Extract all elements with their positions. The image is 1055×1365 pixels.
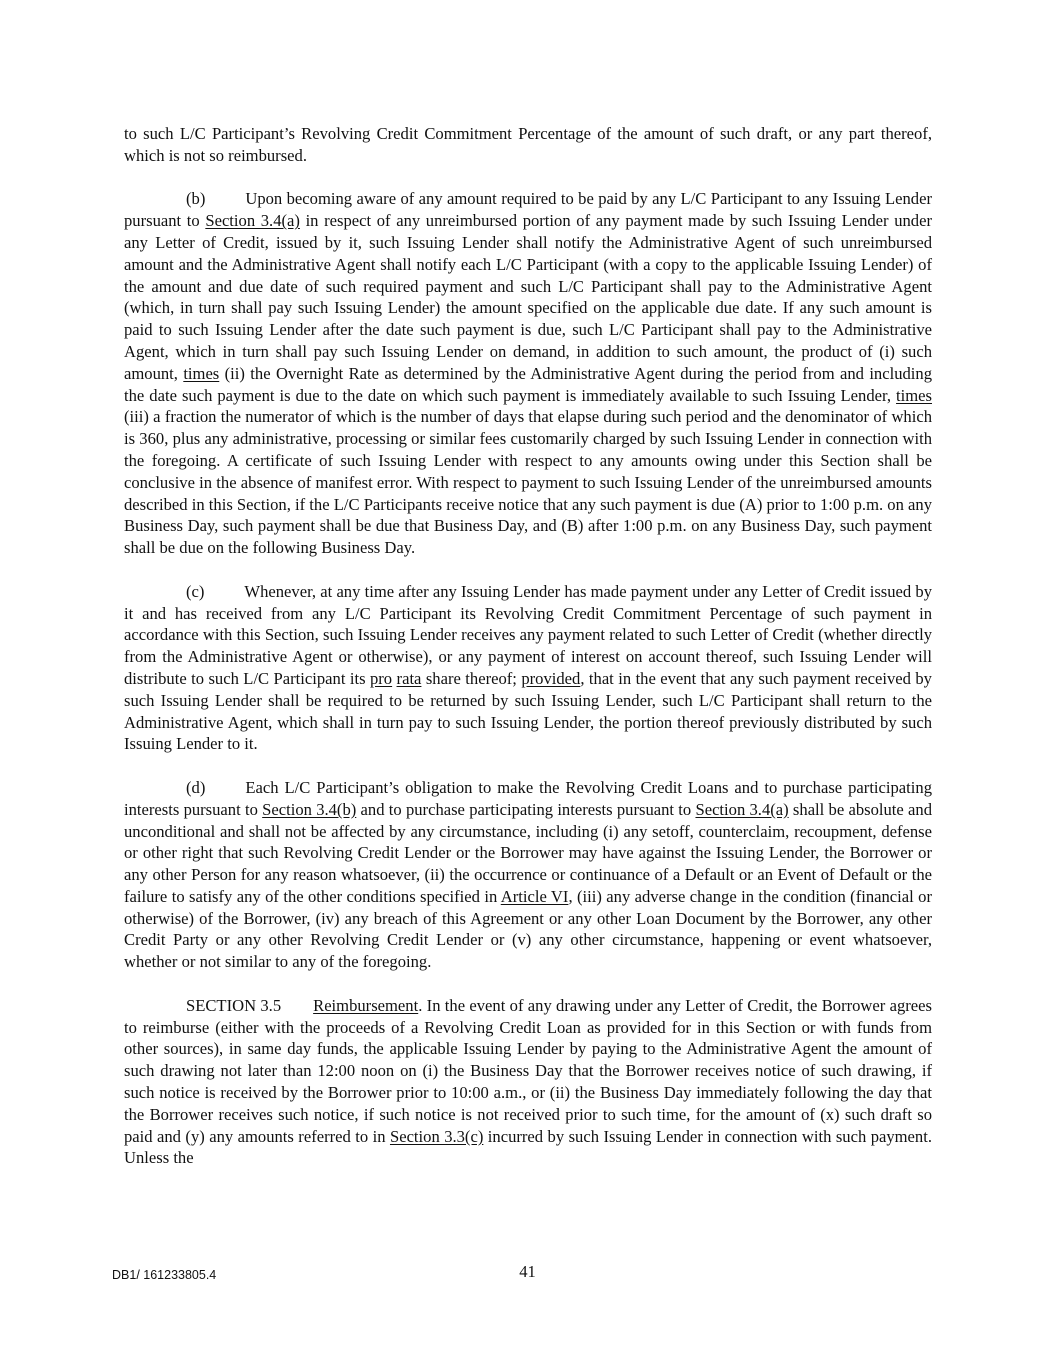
section-reference-link[interactable]: Section 3.4(b): [262, 799, 357, 819]
section-reference-link[interactable]: Section 3.4(a): [695, 799, 789, 819]
paragraph-text: Each L/C Participant’s obligation to make the Revolving Credit Loans and to purchase participating interests pursuant to: [124, 777, 932, 819]
section-label: SECTION 3.5: [186, 995, 282, 1015]
paragraph-text: incurred by such Issuing Lender in connection with such payment. Unless the: [124, 1126, 932, 1168]
paragraph-d: [124, 777, 932, 973]
emphasis-times: times: [896, 385, 932, 405]
page-number: 41: [519, 1262, 536, 1281]
paragraph-text: Upon becoming aware of any amount required to be paid by any L/C Participant to any Issuing Lender pursuant to: [124, 189, 932, 231]
document-body: [124, 123, 932, 1191]
emphasis-provided: provided: [521, 668, 581, 688]
article-reference-link[interactable]: Article VI: [500, 886, 569, 906]
paragraph-text: share thereof;: [421, 668, 522, 688]
paragraph-label: (b): [186, 189, 206, 209]
section-reference-link[interactable]: Section 3.3(c): [389, 1126, 484, 1146]
paragraph-text: to such L/C Participant’s Revolving Credit Commitment Percentage of the amount of such draft, or any part thereof, which is not so reimbursed.: [124, 124, 932, 165]
paragraph-continuation: [124, 123, 932, 167]
paragraph-text: Whenever, at any time after any Issuing Lender has made payment under any Letter of Credit issued by it and has received from any L/C Participant its Revolving Credit Commitment Percentage of such payment in accordance with this Section, such Issuing Lender receives any payment related to such Letter of Credit (whether directly from the Administrative Agent or otherwise), or any payment of interest on account thereof, such Issuing Lender will distribute to such L/C Participant its: [124, 581, 932, 688]
paragraph-label: (d): [186, 777, 206, 797]
paragraph-text: and to purchase participating interests pursuant to: [356, 799, 696, 819]
emphasis-times: times: [183, 363, 220, 383]
paragraph-c: [124, 581, 932, 755]
paragraph-text: shall be absolute and unconditional and shall not be affected by any circumstance, including (i) any setoff, counterclaim, recoupment, defense or other right that such Revolving Credit Lender or the Borrower may have against the Issuing Lender, the Borrower or any other Person for any reason whatsoever, (ii) the occurrence or continuance of a Default or an Event of Default or the failure to satisfy any of the other conditions specified in: [124, 799, 932, 906]
section-heading: Reimbursement: [313, 995, 419, 1015]
paragraph-text: in respect of any unreimbursed portion of any payment made by such Issuing Lender under any Letter of Credit, issued by it, such Issuing Lender shall notify the Administrative Agent of such unreimbursed amount and the Administrative Agent shall notify each L/C Participant (with a copy to the applicable Issuing Lender) of the amount and due date of such required payment and such L/C Participant shall pay to the Administrative Agent (which, in turn shall pay such Issuing Lender) the amount specified on the applicable due date. If any such amount is paid to such Issuing Lender after the date such payment is due, such L/C Participant shall pay to the Administrative Agent, which in turn shall pay such Issuing Lender on demand, in addition to such amount, the product of (i) such amount,: [124, 211, 932, 383]
section-3-5: [124, 995, 932, 1169]
paragraph-text: , (iii) any adverse change in the condition (financial or otherwise) of the Borrower, (iv) any breach of this Agreement or any other Loan Document by the Borrower, any other Credit Party or any other Revolving Credit Lender or (v) any other circumstance, happening or event whatsoever, whether or not similar to any of the foregoing.: [124, 886, 932, 972]
emphasis-rata: rata: [396, 668, 422, 688]
document-id: DB1/ 161233805.4: [112, 1268, 217, 1282]
paragraph-text: (iii) a fraction the numerator of which is the number of days that elapse during such period and the denominator of which is 360, plus any administrative, processing or similar fees customarily charged by such Issuing Lender in connection with the foregoing. A certificate of such Issuing Lender with respect to any amounts owing under this Section shall be conclusive in the absence of manifest error. With respect to payment to such Issuing Lender of the unreimbursed amounts described in this Section, if the L/C Participants receive notice that any such payment is due (A) prior to 1:00 p.m. on any Business Day, such payment shall be due that Business Day, and (B) after 1:00 p.m. on any Business Day, such payment shall be due on the following Business Day.: [124, 407, 932, 558]
section-reference-link[interactable]: Section 3.4(a): [205, 211, 300, 231]
paragraph-text: , that in the event that any such payment received by such Issuing Lender shall be required to be returned by such Issuing Lender, such L/C Participant shall return to the Administrative Agent, which shall in turn pay to such Issuing Lender, the portion thereof previously distributed by such Issuing Lender to it.: [124, 668, 932, 754]
paragraph-label: (c): [186, 581, 205, 601]
paragraph-b: [124, 188, 932, 559]
emphasis-pro: pro: [369, 668, 393, 688]
paragraph-text: . In the event of any drawing under any Letter of Credit, the Borrower agrees to reimburse (either with the proceeds of a Revolving Credit Loan as provided for in this Section or with funds from other sources), in same day funds, the applicable Issuing Lender by paying to the Administrative Agent the amount of such drawing not later than 12:00 noon on (i) the Business Day that the Borrower receives notice of such drawing, if such notice is received by the Borrower prior to 10:00 a.m., or (ii) the Business Day immediately following the day that the Borrower receives such notice, if such notice is not received prior to such time, for the amount of (x) such draft so paid and (y) any amounts referred to in: [124, 995, 932, 1146]
paragraph-text: (ii) the Overnight Rate as determined by the Administrative Agent during the period from and including the date such payment is due to the date on which such payment is immediately available to such Issuing Lender,: [124, 363, 933, 405]
